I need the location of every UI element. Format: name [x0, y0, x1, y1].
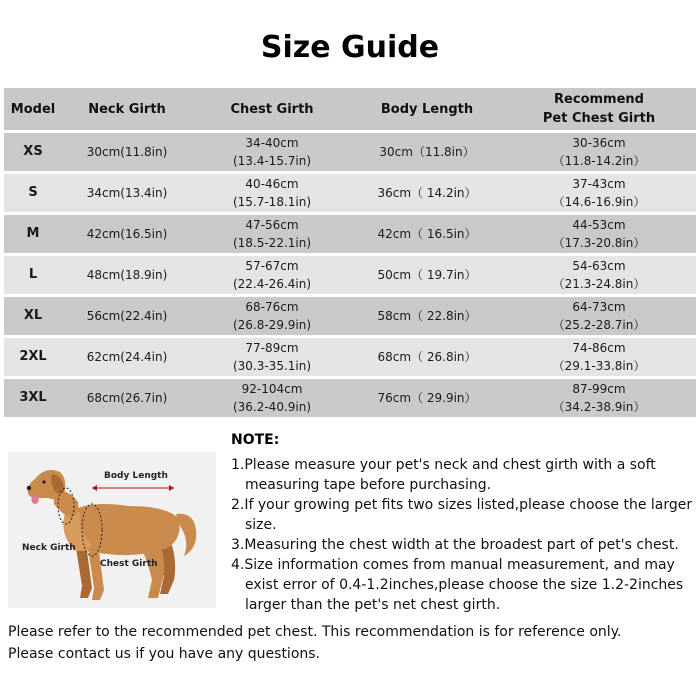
chest-cm: 92-104cm [241, 382, 303, 396]
recommend-cell [502, 215, 696, 253]
note-item: 4.Size information comes from manual measurement, and may exist error of 0.4-1.2inches,please choose the size 1.2-2inches larger than the pet's net chest girth. [231, 557, 684, 613]
dog-measurement-diagram [8, 452, 216, 608]
header-chest-girth: Chest Girth [192, 88, 352, 130]
rec-in: （21.3-24.8in） [552, 277, 646, 291]
body-cell: 58cm（ 22.8in） [352, 297, 502, 335]
neck-girth-label: Neck Girth [22, 543, 76, 553]
size-table [4, 85, 696, 420]
rec-cm: 54-63cm [572, 259, 626, 273]
chest-cm: 40-46cm [245, 177, 299, 191]
chest-cell [192, 174, 352, 212]
dog-illustration [8, 452, 216, 608]
chest-cm: 47-56cm [245, 218, 299, 232]
page-title: Size Guide [260, 30, 440, 65]
table-row [4, 215, 696, 253]
dog-nose [27, 486, 31, 490]
size-cell: L [4, 256, 62, 294]
rec-cm: 87-99cm [572, 382, 626, 396]
recommend-cell [502, 133, 696, 171]
rec-cm: 64-73cm [572, 300, 626, 314]
size-cell: 3XL [4, 379, 62, 417]
recommend-cell [502, 379, 696, 417]
recommend-cell [502, 338, 696, 376]
header-recommend-line1: Recommend [554, 92, 644, 107]
note-item: 2.If your growing pet fits two sizes listed,please choose the larger size. [231, 497, 693, 533]
chest-in: (15.7-18.1in) [232, 195, 312, 209]
footer-line-1: Please refer to the recommended pet chest. This recommendation is for reference only. [8, 624, 622, 640]
chest-cell [192, 256, 352, 294]
table-row [4, 297, 696, 335]
size-cell: XS [4, 133, 62, 171]
dog-tail [176, 514, 196, 556]
chest-cm: 57-67cm [245, 259, 299, 273]
chest-cell [192, 133, 352, 171]
footer-text [8, 621, 698, 665]
recommend-cell [502, 297, 696, 335]
chest-cm: 68-76cm [245, 300, 299, 314]
table-header-row [4, 88, 696, 130]
rec-cm: 37-43cm [572, 177, 626, 191]
body-length-label: Body Length [104, 471, 168, 481]
rec-in: （29.1-33.8in） [552, 359, 646, 373]
size-cell: M [4, 215, 62, 253]
neck-cell: 34cm(13.4in) [62, 174, 192, 212]
chest-cell [192, 338, 352, 376]
rec-in: （11.8-14.2in） [552, 154, 646, 168]
chest-cm: 77-89cm [245, 341, 299, 355]
header-model: Model [4, 88, 62, 130]
body-cell: 76cm（ 29.9in） [352, 379, 502, 417]
recommend-cell [502, 256, 696, 294]
body-length-arrow-left [92, 485, 97, 491]
chest-cm: 34-40cm [245, 136, 299, 150]
neck-cell: 68cm(26.7in) [62, 379, 192, 417]
note-item: 3.Measuring the chest width at the broadest part of pet's chest. [231, 537, 679, 553]
note-item: 1.Please measure your pet's neck and chest girth with a soft measuring tape before purchasing. [231, 457, 656, 493]
neck-cell: 62cm(24.4in) [62, 338, 192, 376]
chest-cell [192, 379, 352, 417]
footer-line-2: Please contact us if you have any questions. [8, 646, 320, 662]
body-cell: 30cm（11.8in） [352, 133, 502, 171]
dog-eye [42, 480, 45, 483]
chest-in: (13.4-15.7in) [232, 154, 312, 168]
body-cell: 42cm（ 16.5in） [352, 215, 502, 253]
chest-cell [192, 215, 352, 253]
rec-in: （14.6-16.9in） [552, 195, 646, 209]
neck-cell: 56cm(22.4in) [62, 297, 192, 335]
header-body-length: Body Length [352, 88, 502, 130]
chest-girth-label: Chest Girth [100, 559, 158, 569]
rec-in: （25.2-28.7in） [552, 318, 646, 332]
rec-in: （34.2-38.9in） [552, 400, 646, 414]
header-neck-girth: Neck Girth [62, 88, 192, 130]
table-row [4, 174, 696, 212]
rec-cm: 30-36cm [572, 136, 626, 150]
chest-in: (22.4-26.4in) [232, 277, 312, 291]
note-title: NOTE: [231, 432, 280, 448]
chest-in: (36.2-40.9in) [232, 400, 312, 414]
size-cell: 2XL [4, 338, 62, 376]
header-recommend [502, 88, 696, 130]
body-cell: 36cm（ 14.2in） [352, 174, 502, 212]
table-row [4, 133, 696, 171]
rec-in: （17.3-20.8in） [552, 236, 646, 250]
chest-in: (18.5-22.1in) [232, 236, 312, 250]
chest-in: (30.3-35.1in) [232, 359, 312, 373]
chest-cell [192, 297, 352, 335]
size-cell: XL [4, 297, 62, 335]
body-cell: 68cm（ 26.8in） [352, 338, 502, 376]
note-list [231, 455, 697, 615]
body-cell: 50cm（ 19.7in） [352, 256, 502, 294]
neck-cell: 30cm(11.8in) [62, 133, 192, 171]
table-row [4, 379, 696, 417]
table-row [4, 338, 696, 376]
header-recommend-line2: Pet Chest Girth [542, 111, 656, 126]
neck-cell: 48cm(18.9in) [62, 256, 192, 294]
chest-in: (26.8-29.9in) [232, 318, 312, 332]
size-cell: S [4, 174, 62, 212]
table-row [4, 256, 696, 294]
body-length-arrow-right [169, 485, 174, 491]
rec-cm: 74-86cm [572, 341, 626, 355]
rec-cm: 44-53cm [572, 218, 626, 232]
dog-tongue [32, 496, 39, 504]
recommend-cell [502, 174, 696, 212]
neck-cell: 42cm(16.5in) [62, 215, 192, 253]
